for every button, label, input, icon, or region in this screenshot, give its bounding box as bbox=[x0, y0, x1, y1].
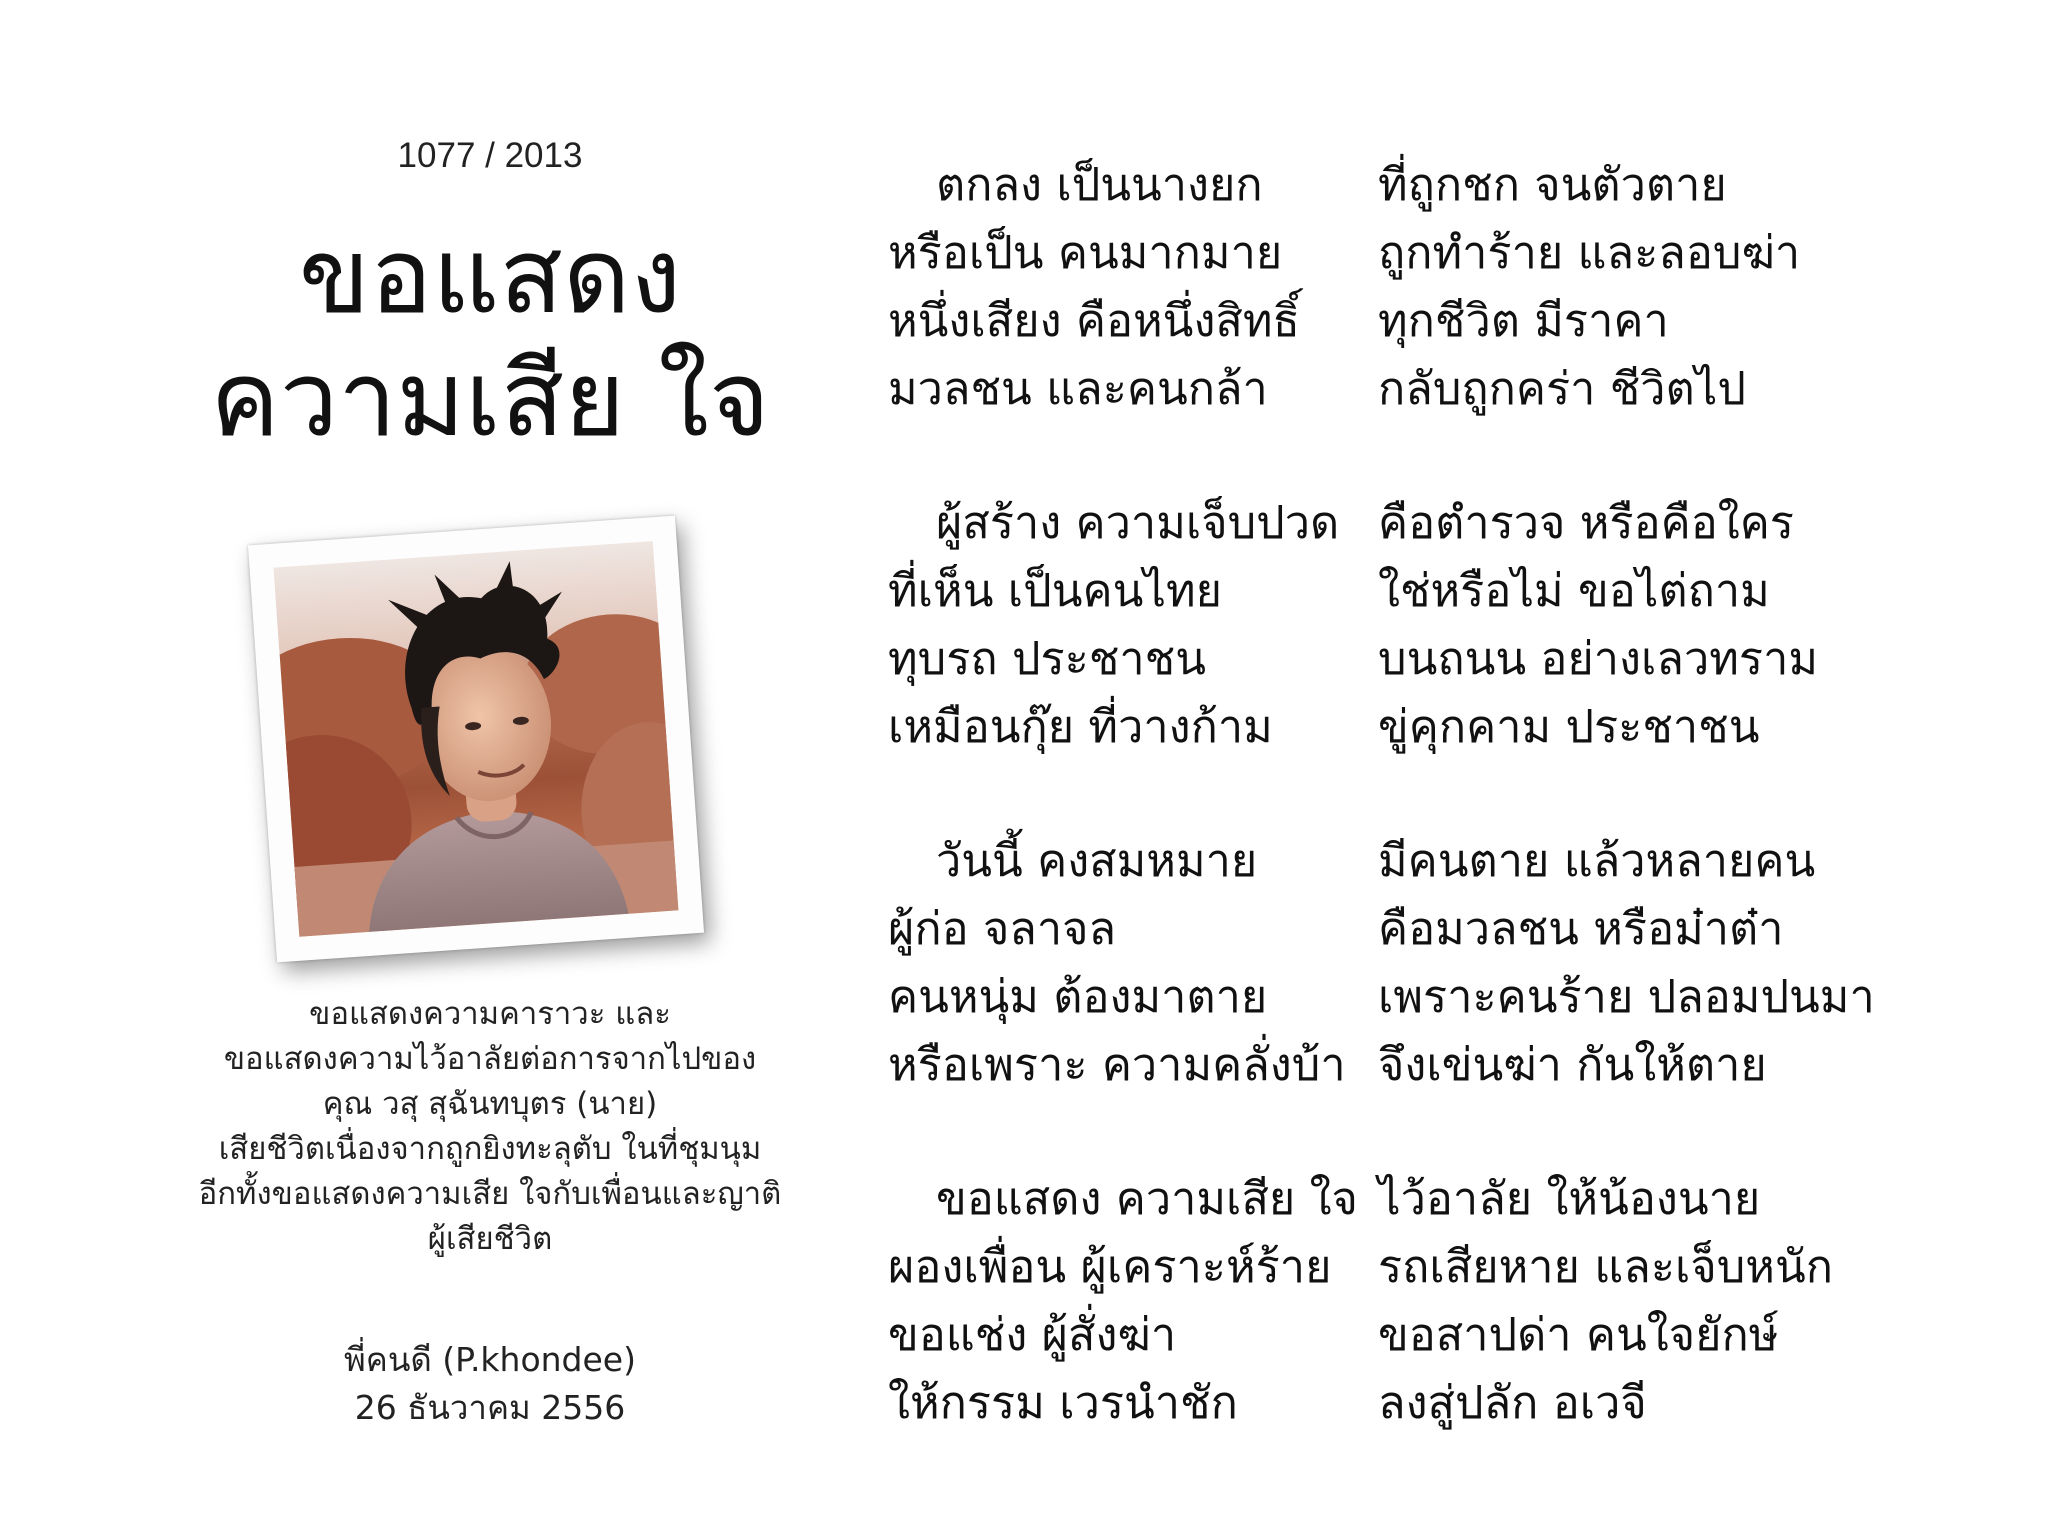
verse-first-half: ให้กรรม เวรนำชัก bbox=[888, 1376, 1238, 1429]
left-column bbox=[100, 120, 880, 460]
signature-block bbox=[120, 1336, 860, 1432]
verse-second-half: ทุกชีวิต มีราคา bbox=[1378, 294, 1669, 347]
verse-first-half: ขอแสดง ความเสีย ใจ bbox=[936, 1172, 1358, 1225]
verse-first-half: คนหนุ่ม ต้องมาตาย bbox=[888, 970, 1268, 1023]
poem bbox=[888, 150, 2038, 1502]
poem-row bbox=[888, 962, 2038, 1030]
poem-row bbox=[888, 1164, 2038, 1232]
caption-line: ขอแสดงความคาราวะ และ bbox=[309, 996, 671, 1032]
poem-row bbox=[888, 894, 2038, 962]
verse-first-half: หรือเพราะ ความคลั่งบ้า bbox=[888, 1038, 1346, 1091]
verse-first-half: ผู้สร้าง ความเจ็บปวด bbox=[936, 496, 1340, 549]
poem-row bbox=[888, 1232, 2038, 1300]
verse-second-half: บนถนน อย่างเลวทราม bbox=[1378, 632, 1819, 685]
verse-second-half: มีคนตาย แล้วหลายคน bbox=[1378, 834, 1816, 887]
signature-date: 26 ธันวาคม 2556 bbox=[354, 1388, 626, 1427]
poem-row bbox=[888, 354, 2038, 422]
verse-first-half: มวลชน และคนกล้า bbox=[888, 362, 1268, 415]
page-title bbox=[100, 215, 880, 460]
verse-second-half: ลงสู่ปลัก อเวจี bbox=[1378, 1376, 1647, 1429]
poem-row bbox=[888, 556, 2038, 624]
poem-row bbox=[888, 286, 2038, 354]
poem-row bbox=[888, 826, 2038, 894]
verse-second-half: ถูกทำร้าย และลอบฆ่า bbox=[1378, 226, 1801, 279]
poem-stanza bbox=[888, 488, 2038, 760]
poem-stanza bbox=[888, 1164, 2038, 1436]
verse-first-half: ผองเพื่อน ผู้เคราะห์ร้าย bbox=[888, 1240, 1332, 1293]
verse-second-half: รถเสียหาย และเจ็บหนัก bbox=[1378, 1240, 1833, 1293]
verse-second-half: คือตำรวจ หรือคือใคร bbox=[1378, 496, 1794, 549]
portrait-image bbox=[274, 541, 679, 937]
poem-stanza bbox=[888, 150, 2038, 422]
verse-first-half: หรือเป็น คนมากมาย bbox=[888, 226, 1283, 279]
caption-line: เสียชีวิตเนื่องจากถูกยิงทะลุตับ ในที่ชุมนุม bbox=[218, 1131, 762, 1167]
verse-first-half: ทุบรถ ประชาชน bbox=[888, 632, 1206, 685]
poem-row bbox=[888, 150, 2038, 218]
verse-second-half: ไว้อาลัย ให้น้องนาย bbox=[1378, 1172, 1761, 1225]
verse-first-half: หนึ่งเสียง คือหนึ่งสิทธิ์ bbox=[888, 294, 1301, 347]
poem-row bbox=[888, 488, 2038, 556]
memorial-photo-frame bbox=[248, 516, 704, 963]
author-name: พี่คนดี (P.khondee) bbox=[344, 1340, 636, 1379]
verse-second-half: จึงเข่นฆ่า กันให้ตาย bbox=[1378, 1038, 1767, 1091]
caption-line: คุณ วสุ สุฉันทบุตร (นาย) bbox=[322, 1086, 658, 1122]
verse-second-half: คือมวลชน หรือม๋าต๋า bbox=[1378, 902, 1784, 955]
verse-first-half: วันนี้ คงสมหมาย bbox=[936, 834, 1258, 887]
verse-first-half: ผู้ก่อ จลาจล bbox=[888, 902, 1117, 955]
caption-line: อีกทั้งขอแสดงความเสีย ใจกับเพื่อนและญาติ bbox=[198, 1176, 782, 1212]
poem-row bbox=[888, 692, 2038, 760]
verse-first-half: ตกลง เป็นนางยก bbox=[936, 158, 1263, 211]
poem-row bbox=[888, 1368, 2038, 1436]
poem-row bbox=[888, 1300, 2038, 1368]
title-line-1: ขอแสดง bbox=[298, 215, 682, 337]
verse-second-half: ขอสาปด่า คนใจยักษ์ bbox=[1378, 1308, 1779, 1361]
verse-first-half: เหมือนกุ๊ย ที่วางก้าม bbox=[888, 700, 1273, 753]
caption-line: ผู้เสียชีวิต bbox=[427, 1221, 553, 1257]
poem-row bbox=[888, 1030, 2038, 1098]
condolence-caption bbox=[120, 992, 860, 1262]
poem-stanza bbox=[888, 826, 2038, 1098]
verse-first-half: ขอแช่ง ผู้สั่งฆ่า bbox=[888, 1308, 1177, 1361]
page-number: 1077 / 2013 bbox=[397, 136, 583, 175]
verse-first-half: ที่เห็น เป็นคนไทย bbox=[888, 564, 1223, 617]
verse-second-half: ใช่หรือไม่ ขอไต่ถาม bbox=[1378, 564, 1770, 617]
verse-second-half: ที่ถูกชก จนตัวตาย bbox=[1378, 158, 1727, 211]
title-line-2: ความเสีย ใจ bbox=[210, 337, 770, 460]
verse-second-half: กลับถูกคร่า ชีวิตไป bbox=[1378, 362, 1746, 415]
verse-second-half: ขู่คุกคาม ประชาชน bbox=[1378, 700, 1760, 753]
memorial-photo bbox=[274, 541, 679, 937]
verse-second-half: เพราะคนร้าย ปลอมปนมา bbox=[1378, 970, 1875, 1023]
poem-row bbox=[888, 624, 2038, 692]
caption-line: ขอแสดงความไว้อาลัยต่อการจากไปของ bbox=[223, 1041, 757, 1077]
poem-row bbox=[888, 218, 2038, 286]
